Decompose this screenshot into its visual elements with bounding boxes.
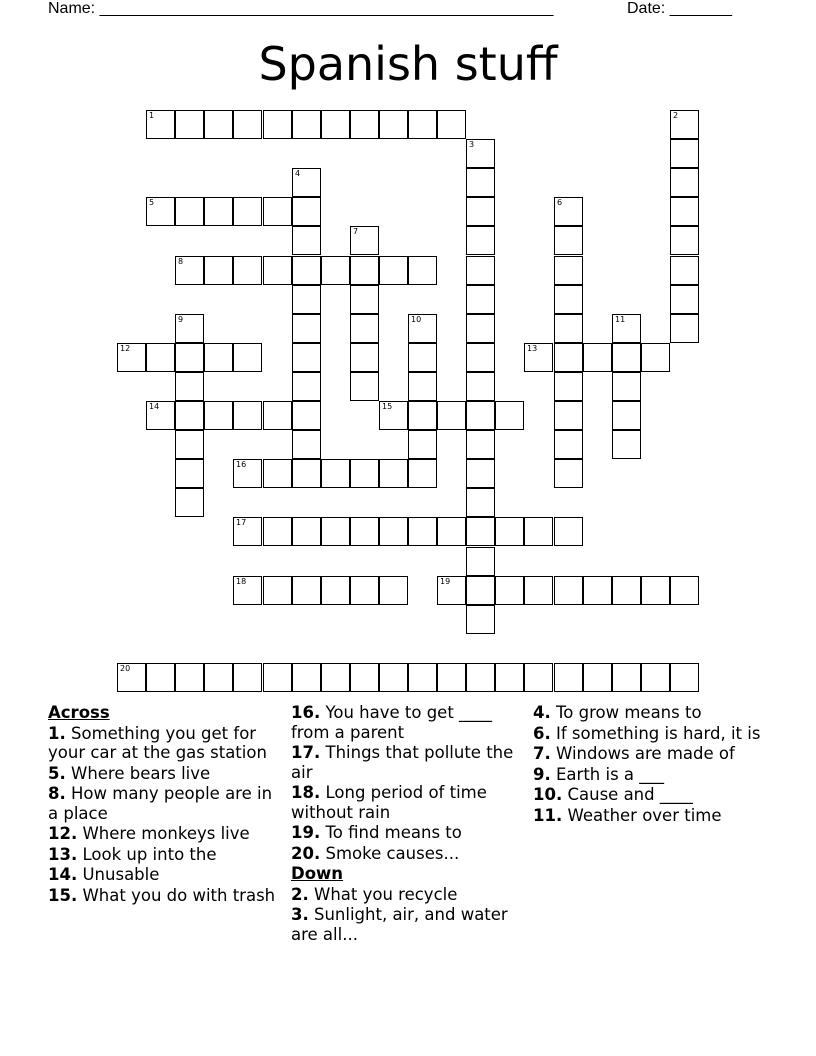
grid-cell[interactable] xyxy=(379,256,408,285)
grid-cell[interactable] xyxy=(117,663,146,692)
grid-cell[interactable] xyxy=(554,372,583,401)
grid-cell[interactable] xyxy=(175,372,204,401)
grid-cell[interactable] xyxy=(292,285,321,314)
grid-cell[interactable] xyxy=(554,226,583,255)
grid-cell[interactable] xyxy=(379,663,408,692)
grid-cell[interactable] xyxy=(554,285,583,314)
grid-cell[interactable] xyxy=(233,459,262,488)
clue-number: 9 xyxy=(178,315,184,324)
grid-cell[interactable] xyxy=(117,343,146,372)
grid-cell[interactable] xyxy=(146,343,175,372)
grid-cell[interactable] xyxy=(641,663,670,692)
grid-cell[interactable] xyxy=(466,226,495,255)
clue-item xyxy=(48,724,278,763)
grid-cell[interactable] xyxy=(175,663,204,692)
clue-number: 15 xyxy=(382,402,393,411)
clue-item-text: Unusable xyxy=(82,865,160,884)
grid-cell[interactable] xyxy=(583,343,612,372)
grid-cell[interactable] xyxy=(350,256,379,285)
grid-cell[interactable] xyxy=(263,110,292,139)
grid-cell[interactable] xyxy=(437,576,466,605)
clue-item-number: 6. xyxy=(533,723,551,743)
grid-cell[interactable] xyxy=(292,663,321,692)
grid-cell[interactable] xyxy=(670,314,699,343)
grid-cell[interactable] xyxy=(670,110,699,139)
grid-cell[interactable] xyxy=(670,226,699,255)
grid-cell[interactable] xyxy=(321,459,350,488)
clue-item-number: 19. xyxy=(291,823,321,842)
grid-cell[interactable] xyxy=(292,576,321,605)
clue-item-text: Windows are made of xyxy=(556,744,735,763)
grid-cell[interactable] xyxy=(292,343,321,372)
clue-number: 16 xyxy=(236,460,247,469)
grid-cell[interactable] xyxy=(146,110,175,139)
clue-number: 11 xyxy=(615,315,626,324)
clue-item-number: 9. xyxy=(533,764,551,784)
clue-item-text: How many people are in a place xyxy=(48,784,273,823)
clue-number: 14 xyxy=(149,402,160,411)
grid-cell[interactable] xyxy=(350,314,379,343)
grid-cell[interactable] xyxy=(408,110,437,139)
clue-item-text: What you do with trash xyxy=(82,885,276,905)
clue-number: 18 xyxy=(236,577,247,586)
clue-item-number: 4. xyxy=(533,703,551,722)
grid-cell[interactable] xyxy=(263,576,292,605)
grid-cell[interactable] xyxy=(175,256,204,285)
grid-cell[interactable] xyxy=(554,197,583,226)
clue-item-number: 1. xyxy=(48,723,66,743)
grid-cell[interactable] xyxy=(466,488,495,517)
grid-cell[interactable] xyxy=(466,430,495,459)
grid-cell[interactable] xyxy=(292,256,321,285)
grid-cell[interactable] xyxy=(233,256,262,285)
clue-item-number: 11. xyxy=(533,805,563,825)
grid-cell[interactable] xyxy=(408,430,437,459)
grid-cell[interactable] xyxy=(292,226,321,255)
grid-cell[interactable] xyxy=(350,372,379,401)
grid-cell[interactable] xyxy=(612,663,641,692)
clue-number: 1 xyxy=(149,111,155,120)
clue-item xyxy=(533,724,773,744)
grid-cell[interactable] xyxy=(146,401,175,430)
grid-cell[interactable] xyxy=(379,517,408,546)
grid-cell[interactable] xyxy=(408,314,437,343)
grid-cell[interactable] xyxy=(204,343,233,372)
clue-item-text: What you recycle xyxy=(314,884,458,904)
grid-cell[interactable] xyxy=(350,226,379,255)
clue-number: 20 xyxy=(120,664,131,673)
grid-cell[interactable] xyxy=(583,663,612,692)
clue-item xyxy=(533,785,773,805)
clue-number: 12 xyxy=(120,344,131,353)
grid-cell[interactable] xyxy=(321,110,350,139)
grid-cell[interactable] xyxy=(263,256,292,285)
puzzle-title: Spanish stuff xyxy=(258,37,558,91)
clue-column-2 xyxy=(291,703,523,945)
grid-cell[interactable] xyxy=(263,197,292,226)
grid-cell[interactable] xyxy=(146,197,175,226)
grid-cell[interactable] xyxy=(554,430,583,459)
grid-cell[interactable] xyxy=(524,663,553,692)
clue-item-number: 3. xyxy=(291,905,309,924)
grid-cell[interactable] xyxy=(292,517,321,546)
grid-cell[interactable] xyxy=(466,197,495,226)
clue-number: 19 xyxy=(440,577,451,586)
clue-item xyxy=(533,806,773,826)
grid-cell[interactable] xyxy=(670,663,699,692)
clue-number: 17 xyxy=(236,518,247,527)
grid-cell[interactable] xyxy=(408,663,437,692)
clue-item-text: To grow means to xyxy=(556,703,702,722)
grid-cell[interactable] xyxy=(350,285,379,314)
clue-item-text: Smoke causes... xyxy=(325,843,460,863)
grid-cell[interactable] xyxy=(583,576,612,605)
clue-number: 10 xyxy=(411,315,422,324)
clue-item xyxy=(533,703,773,723)
grid-cell[interactable] xyxy=(554,401,583,430)
grid-cell[interactable] xyxy=(175,488,204,517)
clue-item xyxy=(291,885,523,905)
grid-cell[interactable] xyxy=(524,517,553,546)
clue-item-number: 16. xyxy=(291,703,321,722)
grid-cell[interactable] xyxy=(175,197,204,226)
clue-item-text: Earth is a ___ xyxy=(556,764,665,784)
clue-item-number: 13. xyxy=(48,844,78,864)
grid-cell[interactable] xyxy=(612,314,641,343)
section-heading: Across xyxy=(48,703,110,722)
grid-cell[interactable] xyxy=(292,401,321,430)
grid-cell[interactable] xyxy=(466,168,495,197)
clue-item xyxy=(291,743,523,782)
clue-item-text: Sunlight, air, and water are all... xyxy=(291,905,508,944)
grid-cell[interactable] xyxy=(175,343,204,372)
grid-cell[interactable] xyxy=(204,197,233,226)
clue-item-text: Where bears live xyxy=(71,763,211,783)
grid-cell[interactable] xyxy=(612,576,641,605)
clue-item-text: Cause and ____ xyxy=(567,785,693,804)
clue-number: 5 xyxy=(149,198,155,207)
grid-cell[interactable] xyxy=(321,576,350,605)
clue-item-number: 10. xyxy=(533,785,563,804)
grid-cell[interactable] xyxy=(350,663,379,692)
grid-cell[interactable] xyxy=(466,256,495,285)
grid-cell[interactable] xyxy=(292,430,321,459)
grid-cell[interactable] xyxy=(175,110,204,139)
grid-cell[interactable] xyxy=(466,285,495,314)
grid-cell[interactable] xyxy=(233,110,262,139)
grid-cell[interactable] xyxy=(263,517,292,546)
clue-item-number: 2. xyxy=(291,884,309,904)
clue-item-number: 7. xyxy=(533,744,551,763)
clue-item xyxy=(48,784,278,823)
clue-item-text: You have to get ____ from a parent xyxy=(291,703,493,742)
grid-cell[interactable] xyxy=(263,459,292,488)
grid-cell[interactable] xyxy=(670,168,699,197)
grid-cell[interactable] xyxy=(466,401,495,430)
clue-number: 13 xyxy=(527,344,538,353)
grid-cell[interactable] xyxy=(641,343,670,372)
grid-cell[interactable] xyxy=(233,576,262,605)
clue-item-text: Things that pollute the air xyxy=(291,743,514,782)
grid-cell[interactable] xyxy=(350,576,379,605)
clue-item xyxy=(291,905,523,944)
clue-item-text: If something is hard, it is xyxy=(556,723,761,743)
grid-cell[interactable] xyxy=(292,459,321,488)
grid-cell[interactable] xyxy=(321,517,350,546)
clue-item xyxy=(48,886,278,906)
grid-cell[interactable] xyxy=(612,372,641,401)
grid-cell[interactable] xyxy=(408,459,437,488)
grid-cell[interactable] xyxy=(263,401,292,430)
grid-cell[interactable] xyxy=(670,576,699,605)
grid-cell[interactable] xyxy=(670,197,699,226)
clue-item-number: 12. xyxy=(48,824,78,843)
grid-cell[interactable] xyxy=(204,110,233,139)
clue-item xyxy=(533,744,773,764)
grid-cell[interactable] xyxy=(466,547,495,576)
grid-cell[interactable] xyxy=(350,343,379,372)
grid-cell[interactable] xyxy=(379,401,408,430)
grid-cell[interactable] xyxy=(408,343,437,372)
name-field-line: Name: ___________________________________________________ xyxy=(48,0,554,17)
grid-cell[interactable] xyxy=(466,517,495,546)
clue-item-text: To find means to xyxy=(325,823,462,842)
grid-cell[interactable] xyxy=(670,256,699,285)
clue-item xyxy=(48,764,278,784)
clue-number: 7 xyxy=(353,227,359,236)
grid-cell[interactable] xyxy=(554,314,583,343)
grid-cell[interactable] xyxy=(554,517,583,546)
clue-item xyxy=(291,823,523,843)
clue-item-number: 15. xyxy=(48,885,78,905)
grid-cell[interactable] xyxy=(554,576,583,605)
clue-number: 3 xyxy=(469,140,475,149)
grid-cell[interactable] xyxy=(437,401,466,430)
clue-item-number: 8. xyxy=(48,784,66,803)
grid-cell[interactable] xyxy=(670,285,699,314)
grid-cell[interactable] xyxy=(379,576,408,605)
grid-cell[interactable] xyxy=(554,459,583,488)
grid-cell[interactable] xyxy=(408,401,437,430)
grid-cell[interactable] xyxy=(175,459,204,488)
grid-cell[interactable] xyxy=(175,314,204,343)
clue-number: 6 xyxy=(557,198,563,207)
grid-cell[interactable] xyxy=(233,663,262,692)
grid-cell[interactable] xyxy=(408,517,437,546)
clue-item-text: Look up into the xyxy=(82,844,217,864)
grid-cell[interactable] xyxy=(408,372,437,401)
grid-cell[interactable] xyxy=(350,459,379,488)
grid-cell[interactable] xyxy=(233,343,262,372)
grid-cell[interactable] xyxy=(495,517,524,546)
grid-cell[interactable] xyxy=(379,110,408,139)
grid-cell[interactable] xyxy=(233,401,262,430)
grid-cell[interactable] xyxy=(175,401,204,430)
grid-cell[interactable] xyxy=(321,256,350,285)
grid-cell[interactable] xyxy=(146,663,175,692)
clue-item-text: Something you get for your car at the gas station xyxy=(48,723,267,762)
clue-item-number: 20. xyxy=(291,843,321,863)
grid-cell[interactable] xyxy=(263,663,292,692)
grid-cell[interactable] xyxy=(670,139,699,168)
grid-cell[interactable] xyxy=(466,343,495,372)
clue-number: 4 xyxy=(295,169,301,178)
grid-cell[interactable] xyxy=(204,256,233,285)
clue-item-number: 5. xyxy=(48,763,66,783)
grid-cell[interactable] xyxy=(292,197,321,226)
grid-cell[interactable] xyxy=(321,663,350,692)
grid-cell[interactable] xyxy=(408,256,437,285)
grid-cell[interactable] xyxy=(466,605,495,634)
grid-cell[interactable] xyxy=(495,663,524,692)
grid-cell[interactable] xyxy=(641,576,670,605)
clue-item-number: 17. xyxy=(291,743,321,762)
grid-cell[interactable] xyxy=(466,663,495,692)
section-heading: Down xyxy=(291,864,344,883)
grid-cell[interactable] xyxy=(612,343,641,372)
clue-item-text: Long period of time without rain xyxy=(291,783,487,822)
clue-item-number: 14. xyxy=(48,865,78,884)
grid-cell[interactable] xyxy=(466,314,495,343)
grid-cell[interactable] xyxy=(554,343,583,372)
grid-cell[interactable] xyxy=(612,430,641,459)
date-field-line: Date: _______ xyxy=(627,0,732,17)
grid-cell[interactable] xyxy=(437,663,466,692)
grid-cell[interactable] xyxy=(466,372,495,401)
clue-item xyxy=(291,703,523,742)
clue-item xyxy=(48,824,278,844)
grid-cell[interactable] xyxy=(554,256,583,285)
grid-cell[interactable] xyxy=(292,110,321,139)
clue-item-number: 18. xyxy=(291,783,321,802)
grid-cell[interactable] xyxy=(350,517,379,546)
grid-cell[interactable] xyxy=(554,663,583,692)
grid-cell[interactable] xyxy=(204,401,233,430)
clue-column-1 xyxy=(48,703,278,906)
grid-cell[interactable] xyxy=(233,517,262,546)
grid-cell[interactable] xyxy=(379,459,408,488)
clue-item xyxy=(48,865,278,885)
clue-item xyxy=(533,765,773,785)
clue-item xyxy=(48,845,278,865)
grid-cell[interactable] xyxy=(175,430,204,459)
grid-cell[interactable] xyxy=(437,110,466,139)
grid-cell[interactable] xyxy=(350,110,379,139)
grid-cell[interactable] xyxy=(524,576,553,605)
grid-cell[interactable] xyxy=(233,197,262,226)
grid-cell[interactable] xyxy=(466,576,495,605)
grid-cell[interactable] xyxy=(292,168,321,197)
grid-cell[interactable] xyxy=(437,517,466,546)
clue-item xyxy=(291,844,523,864)
grid-cell[interactable] xyxy=(292,314,321,343)
clue-item-text: Where monkeys live xyxy=(82,824,250,843)
grid-cell[interactable] xyxy=(204,663,233,692)
clue-number: 8 xyxy=(178,257,184,266)
clue-item xyxy=(291,783,523,822)
grid-cell[interactable] xyxy=(292,372,321,401)
clue-number: 2 xyxy=(673,111,679,120)
grid-cell[interactable] xyxy=(495,401,524,430)
grid-cell[interactable] xyxy=(466,459,495,488)
grid-cell[interactable] xyxy=(524,343,553,372)
grid-cell[interactable] xyxy=(466,139,495,168)
grid-cell[interactable] xyxy=(495,576,524,605)
grid-cell[interactable] xyxy=(612,401,641,430)
clue-item-text: Weather over time xyxy=(567,805,722,825)
clue-column-3 xyxy=(533,703,773,826)
